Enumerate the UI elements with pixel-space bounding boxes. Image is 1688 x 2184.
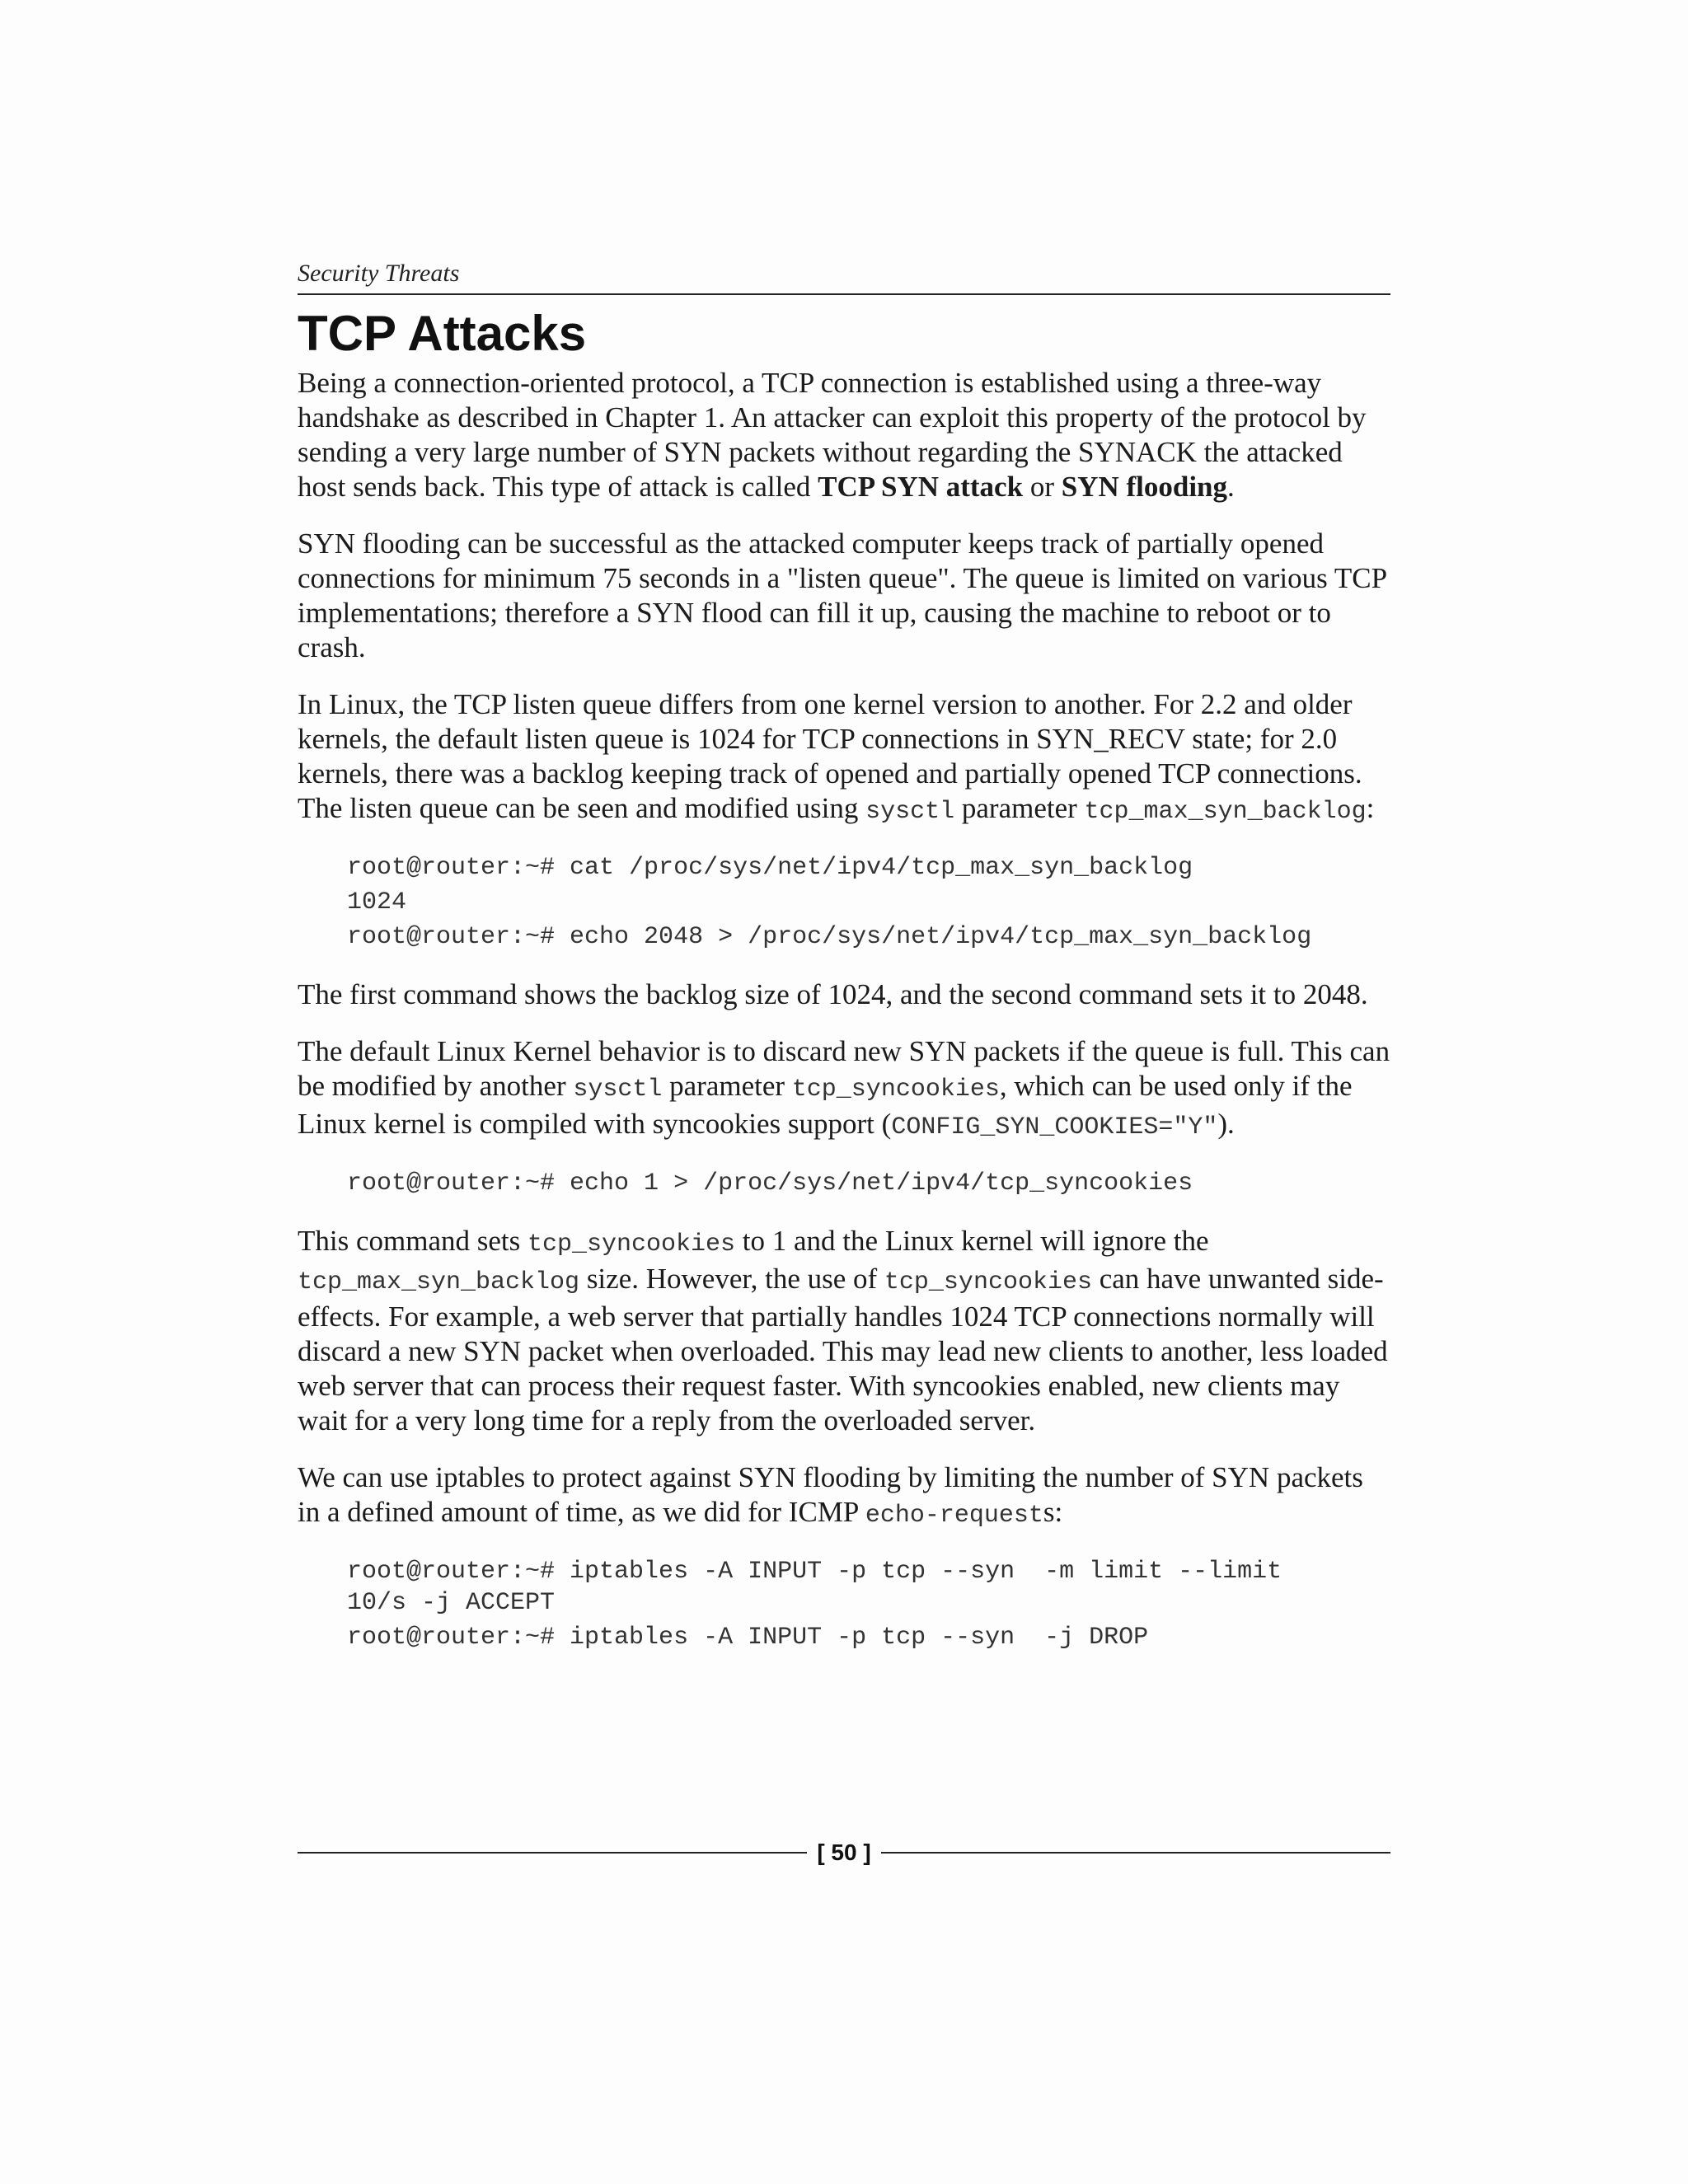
- paragraph-text: ).: [1217, 1108, 1235, 1140]
- bold-term: TCP SYN attack: [818, 471, 1024, 503]
- code-line: 1024: [347, 888, 407, 916]
- paragraph-text: .: [1227, 471, 1235, 503]
- code-line: 10/s -j ACCEPT: [347, 1589, 556, 1617]
- code-line: root@router:~# iptables -A INPUT -p tcp --syn -m limit --limit: [347, 1558, 1282, 1586]
- paragraph-text: This command sets: [298, 1225, 528, 1257]
- paragraph-text: , which can be used only if the Linux kernel is compiled with syncookies support (: [298, 1070, 1353, 1140]
- inline-code: tcp_max_syn_backlog: [1084, 798, 1367, 826]
- code-line: root@router:~# iptables -A INPUT -p tcp --syn -j DROP: [347, 1624, 1149, 1652]
- code-block-syncookies: [347, 1167, 1390, 1202]
- page-number: [ 50 ]: [817, 1840, 871, 1865]
- paragraph-text: or: [1023, 471, 1062, 503]
- footer-rule-left: [298, 1852, 807, 1854]
- paragraph-text: parameter: [662, 1070, 792, 1102]
- bold-term: SYN flooding: [1061, 471, 1228, 503]
- paragraph-kernel-behavior: [298, 1034, 1390, 1145]
- paragraph-text: :: [1366, 792, 1375, 824]
- code-block-backlog: [347, 851, 1390, 955]
- running-header: Security Threats: [298, 257, 1390, 295]
- paragraph-intro: [298, 366, 1390, 504]
- code-line: root@router:~# cat /proc/sys/net/ipv4/tcp_max_syn_backlog: [347, 854, 1193, 882]
- paragraph-text: In Linux, the TCP listen queue differs from one kernel version to another. For 2.2 and older kernels, the default listen queue is 1024 for TCP connections in SYN_RECV state; for 2.0 kernels, there was a backlog keeping track of opened and partially opened TCP connections. The listen queue can be seen and modified using: [298, 688, 1362, 824]
- paragraph-text: Being a connection-oriented protocol, a TCP connection is established using a three-way handshake as described in Chapter 1. An attacker can exploit this property of the protocol by sending a very large number of SYN packets without regarding the SYNACK the attacked host sends back. This type of attack is called: [298, 367, 1367, 503]
- paragraph-text: The default Linux Kernel behavior is to discard new SYN packets if the queue is full. This can be modified by another: [298, 1035, 1390, 1102]
- inline-code: CONFIG_SYN_COOKIES="Y": [891, 1113, 1218, 1141]
- paragraph-syncookies-effects: [298, 1224, 1390, 1438]
- paragraph-text: We can use iptables to protect against SYN flooding by limiting the number of SYN packets in a defined amount of time, as we did for ICMP: [298, 1461, 1363, 1528]
- inline-code: sysctl: [865, 798, 955, 826]
- inline-code: tcp_syncookies: [528, 1230, 736, 1258]
- code-block-iptables: [347, 1555, 1390, 1656]
- paragraph-syn-flooding: SYN flooding can be successful as the attacked computer keeps track of partially opened connections for minimum 75 seconds in a "listen queue". The queue is limited on various TCP implementations; therefore a SYN flood can fill it up, causing the machine to reboot or to crash.: [298, 527, 1386, 663]
- code-line: root@router:~# echo 2048 > /proc/sys/net/ipv4/tcp_max_syn_backlog: [347, 923, 1312, 951]
- paragraph-first-command: The first command shows the backlog size of 1024, and the second command sets it to 2048.: [298, 978, 1368, 1010]
- inline-code: tcp_max_syn_backlog: [298, 1268, 580, 1296]
- page-footer: [298, 1836, 1390, 1869]
- paragraph-linux-queue: [298, 687, 1390, 829]
- paragraph-text: to 1 and the Linux kernel will ignore the: [735, 1225, 1209, 1257]
- page-content: [298, 257, 1390, 1656]
- paragraph-text: s:: [1043, 1496, 1063, 1528]
- inline-code: tcp_syncookies: [884, 1268, 1092, 1296]
- inline-code: tcp_syncookies: [791, 1076, 1000, 1104]
- section-title: TCP Attacks: [298, 306, 587, 361]
- inline-code: echo-request: [865, 1502, 1043, 1530]
- inline-code: sysctl: [573, 1076, 663, 1104]
- footer-rule-right: [881, 1852, 1390, 1854]
- paragraph-iptables: [298, 1460, 1390, 1533]
- code-line: root@router:~# echo 1 > /proc/sys/net/ipv4/tcp_syncookies: [347, 1169, 1193, 1197]
- paragraph-text: parameter: [954, 792, 1085, 824]
- paragraph-text: size. However, the use of: [579, 1263, 884, 1295]
- paragraph-text: can have unwanted side-effects. For example, a web server that partially handles 1024 TCP connections normally will discard a new SYN packet when overloaded. This may lead new clients to another, less loaded web server that can process their request faster. With syncookies enabled, new clients may wait for a very long time for a reply from the overloaded server.: [298, 1263, 1388, 1436]
